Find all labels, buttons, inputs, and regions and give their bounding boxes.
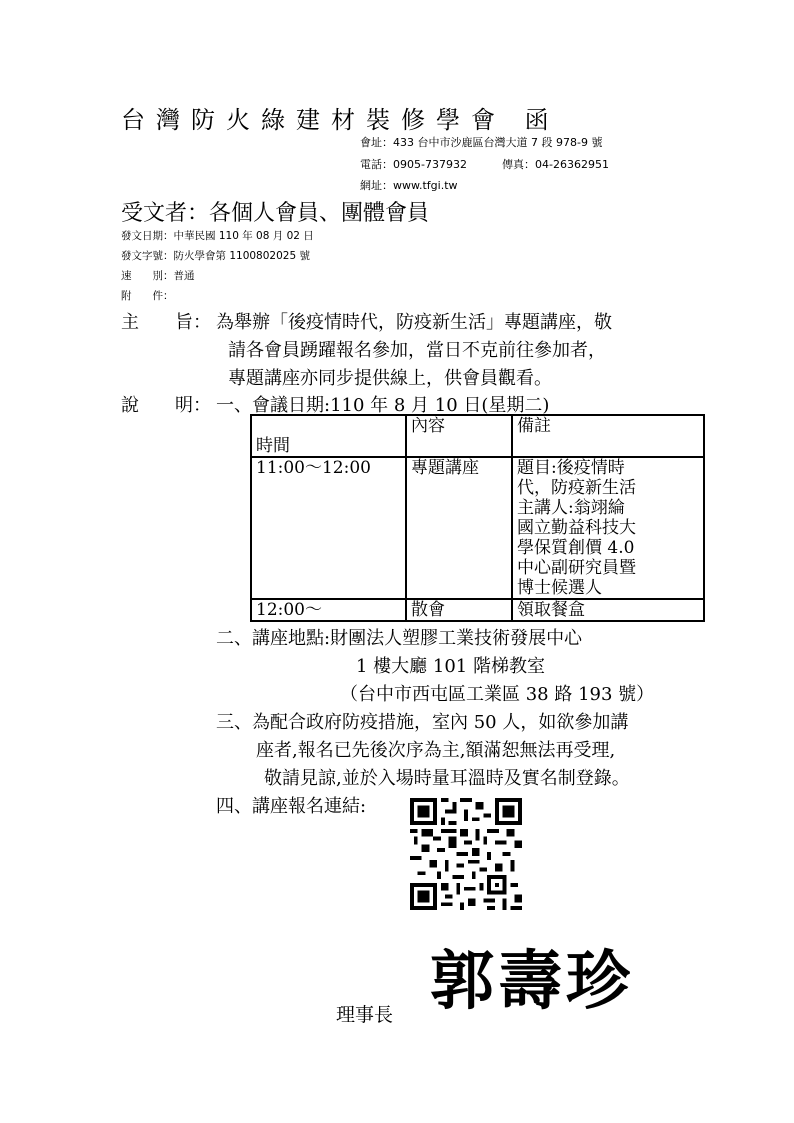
header-time: 時間 — [251, 415, 406, 457]
subject-line-3: 專題講座亦同步提供線上，供會員觀看。 — [228, 368, 552, 389]
recipient-line: 受文者：各個人會員、團體會員 — [121, 201, 430, 226]
header-content: 內容 — [406, 415, 512, 457]
chairman-signature: 郭壽珍 — [430, 944, 634, 1019]
row-content: 專題講座 — [406, 457, 512, 599]
row-time: 11:00～12:00 — [251, 457, 406, 599]
row-note — [512, 457, 704, 599]
chairman-title: 理事長 — [336, 1004, 394, 1026]
subject-line-1: 為舉辦「後疫情時代，防疫新生活」專題講座，敬 — [216, 312, 612, 333]
note-line: 領取餐盒 — [517, 600, 585, 620]
row-time: 12:00～ — [251, 599, 406, 621]
note-line: 學保質創價 4.0 — [517, 538, 635, 558]
org-website: 網址：www.tfgi.tw — [360, 179, 458, 192]
row-content: 散會 — [406, 599, 512, 621]
document-number: 發文字號：防火學會第 1100802025 號 — [121, 250, 310, 262]
venue-line-1: 二、講座地點:財團法人塑膠工業技術發展中心 — [216, 628, 583, 649]
header-note: 備註 — [512, 415, 704, 457]
capacity-line-2: 座者,報名已先後次序為主,額滿恕無法再受理, — [256, 740, 616, 761]
row-note — [512, 599, 704, 621]
attachment-label: 附 件： — [121, 290, 174, 302]
table-row — [251, 599, 704, 621]
subject-line-2: 請各會員踴躍報名參加，當日不克前往參加者， — [228, 340, 606, 361]
issue-date: 發文日期：中華民國 110 年 08 月 02 日 — [121, 230, 314, 242]
note-line: 國立勤益科技大 — [517, 518, 636, 538]
org-title: 台灣防火綠建材裝修學會 函 — [121, 106, 560, 134]
subject-label: 主 旨： — [121, 312, 211, 333]
explanation-label: 說 明： — [121, 395, 211, 416]
delivery-speed: 速 別：普通 — [121, 270, 195, 282]
org-address: 會址：433 台中市沙鹿區台灣大道 7 段 978-9 號 — [360, 136, 603, 149]
registration-qr-code[interactable] — [410, 798, 522, 910]
note-line: 中心副研究員暨 — [517, 558, 636, 578]
capacity-line-3: 敬請見諒,並於入場時量耳溫時及實名制登錄。 — [264, 768, 630, 789]
schedule-table — [250, 414, 705, 622]
note-line: 題目:後疫情時 — [517, 458, 625, 478]
note-line: 代，防疫新生活 — [517, 478, 636, 498]
table-header-row — [251, 415, 704, 457]
note-line: 博士候選人 — [517, 578, 602, 598]
venue-address: （台中市西屯區工業區 38 路 193 號） — [340, 684, 655, 705]
capacity-line-1: 三、為配合政府防疫措施，室內 50 人，如欲參加講 — [216, 712, 629, 733]
note-line: 主講人:翁翊綸 — [517, 498, 625, 518]
item-meeting-date: 一、會議日期:110 年 8 月 10 日(星期二) — [216, 395, 550, 416]
org-phone: 電話：0905-737932 — [360, 158, 467, 171]
org-fax: 傳真：04-26362951 — [502, 158, 609, 171]
registration-link-label: 四、講座報名連結: — [216, 796, 367, 817]
venue-line-2: 1 樓大廳 101 階梯教室 — [356, 656, 545, 677]
table-row — [251, 457, 704, 599]
